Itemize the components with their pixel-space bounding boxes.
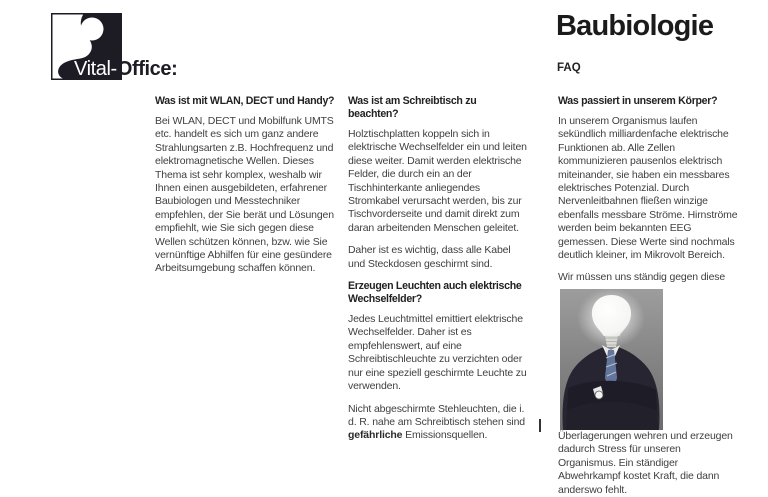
answer-paragraph: Holztischplatten koppeln sich in elektrische Wechselfelder ein und leiten diese weiter. Damit werden elektrische Felder, die durch ein an der Tischhinterkante anliegendes Stromkabel verursacht werden, bis zur Tischvorderseite und damit direkt zum daran arbeitenden Menschen geleitet. [348, 128, 527, 234]
emphasis-bold-word: gefährliche [348, 429, 403, 442]
answer-paragraph: Daher ist es wichtig, dass alle Kabel und Steckdosen geschirmt sind. [348, 244, 511, 270]
emphasis-post: Emissionsquellen. [402, 429, 488, 442]
brand-wordmark-office: Office: [116, 58, 178, 80]
lightbulb-head-man-photo [560, 289, 663, 430]
answer-paragraph: Bei WLAN, DECT und Mobilfunk UMTS etc. handelt es sich um ganz andere Strahlungsarten z.B. Hochfrequenz und elektromagnetische Wellen. Dieses Thema ist sehr komplex, weshalb wir Ihnen einen ausgebildeten, erfahrener Baubiologen und Messtechniker empfehlen, der Sie berät und Lösungen empfiehlt, wie Sie sich gegen diese Wellen schützen können, bzw. wie Sie vernünftige Abhilfen für eine gesündere Arbeitsumgebung schaffen können. [155, 115, 334, 275]
brand-wordmark [74, 58, 177, 81]
fold-mark [539, 419, 541, 432]
answer-paragraph-intro: Wir müssen uns ständig gegen diese [558, 271, 726, 284]
page-subtitle: FAQ [557, 62, 581, 74]
question-heading: Was ist am Schreibtisch zu beachten? [348, 95, 477, 120]
question-heading: Was ist mit WLAN, DECT und Handy? [155, 95, 335, 107]
page-title: Baubiologie [556, 10, 714, 42]
column-schreibtisch [348, 95, 528, 452]
emphasis-pre: Nicht abgeschirmte Stehleuchten, die i. d. R. nahe am Schreibtisch stehen sind [348, 402, 525, 428]
answer-paragraph: In unserem Organismus laufen sekündlich milliardenfache elektrische Funktionen ab. Alle Zellen kommunizieren pausenlos elektrisch miteinander, sie haben ein messbares elektrisches Potenzial. Durch Nervenleitbahnen fließen winzige ebenfalls messbare Ströme. Hirnströme werden beim bekannten EEG gemessen. Diese Werte sind nochmals deutlich kleiner, im Mikrovolt Bereich. [558, 115, 738, 262]
answer-paragraph: Jedes Leuchtmittel emittiert elektrische Wechselfelder. Daher ist es empfehlenswert, auf eine Schreibtischleuchte zu verzichten oder nur eine speziell geschirmte Leuchte zu verwenden. [348, 313, 527, 393]
column-koerper [558, 95, 740, 497]
wrap-paragraph-text: Überlagerungen wehren und erzeugen dadurch Stress für unseren Organismus. Ein ständiger Abwehrkampf kostet Kraft, die dann anderswo fehlt. [558, 429, 733, 496]
column-wlan-dect-handy [155, 95, 335, 285]
figure-with-wrap-text [558, 288, 740, 497]
answer-paragraph-emphasis [348, 403, 528, 443]
question-heading: Was passiert in unserem Körper? [558, 95, 718, 107]
question-heading: Erzeugen Leuchten auch elektrische Wechselfelder? [348, 280, 522, 306]
brand-wordmark-vital: Vital- [74, 58, 117, 80]
